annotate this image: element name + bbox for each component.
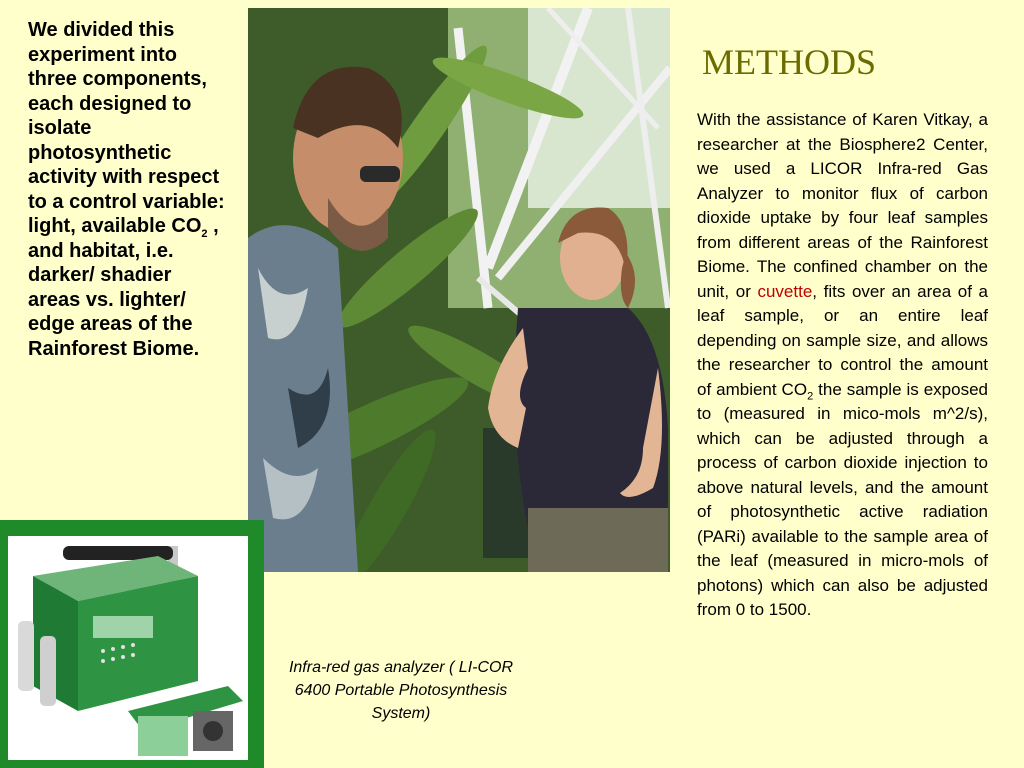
researchers-photo (248, 8, 670, 572)
methods-text (697, 108, 988, 623)
methods-text-part1: With the assistance of Karen Vitkay, a researcher at the Biosphere2 Center, we used a LICOR Infra-red Gas Analyzer to monitor flux of carbon dioxide uptake by four leaf samples from different areas of the Rainforest Biome. The confined chamber on the unit, or (697, 110, 988, 301)
methods-subscript: 2 (807, 389, 814, 402)
methods-text-part2: , fits over an area of a leaf sample, or an entire leaf depending on sample size, and allows the researcher to control the amount of ambient CO (697, 281, 988, 399)
licor-device-image (8, 536, 248, 760)
device-caption: Infra-red gas analyzer ( LI-COR 6400 Portable Photosynthesis System) (288, 659, 514, 722)
intro-text-part1: We divided this experiment into three components, each designed to isolate photosynthetic activity with respect to a control variable: light, available CO (28, 19, 225, 237)
intro-text (28, 18, 228, 361)
page-title: METHODS (702, 42, 877, 82)
intro-subscript: 2 (201, 228, 208, 240)
methods-text-part3: the sample is exposed to (measured in mico-mols m^2/s), which can be adjusted through a process of carbon dioxide injection to above natural levels, and the amount of photosynthetic active radiation (PARi) available to the sample area of the leaf (measured in micro-mols of photons) which can also be adjusted from 0 to 1500. (697, 379, 988, 619)
intro-text-part2: , and habitat, i.e. darker/ shadier areas vs. lighter/ edge areas of the Rainforest Biome. (28, 215, 219, 360)
device-photo-frame (0, 520, 264, 768)
cuvette-highlight: cuvette (757, 281, 813, 301)
